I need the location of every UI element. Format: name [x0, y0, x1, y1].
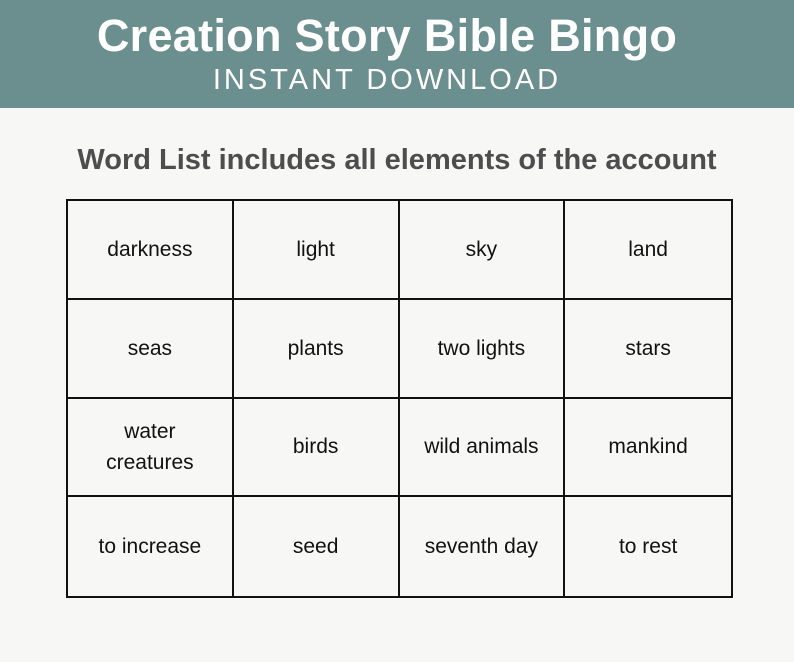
grid-cell: seventh day — [400, 497, 566, 596]
title-banner — [0, 0, 794, 108]
grid-cell: seed — [234, 497, 400, 596]
grid-cell: wild animals — [400, 399, 566, 498]
bingo-word-grid — [66, 199, 733, 598]
grid-cell: seas — [68, 300, 234, 399]
grid-cell: water creatures — [68, 399, 234, 498]
banner-subtitle: INSTANT DOWNLOAD — [212, 64, 562, 96]
grid-cell: light — [234, 201, 400, 300]
grid-cell: darkness — [68, 201, 234, 300]
grid-cell: birds — [234, 399, 400, 498]
grid-cell: mankind — [565, 399, 731, 498]
grid-cell: to rest — [618, 535, 678, 559]
grid-cell: sky — [400, 201, 566, 300]
word-list-heading: Word List includes all elements of the account — [77, 144, 717, 176]
grid-cell: plants — [234, 300, 400, 399]
grid-cell: two lights — [400, 300, 566, 399]
grid-cell: land — [565, 201, 731, 300]
grid-cell: stars — [565, 300, 731, 399]
page-title: Creation Story Bible Bingo — [96, 10, 678, 61]
grid-cell: to increase — [68, 497, 234, 596]
